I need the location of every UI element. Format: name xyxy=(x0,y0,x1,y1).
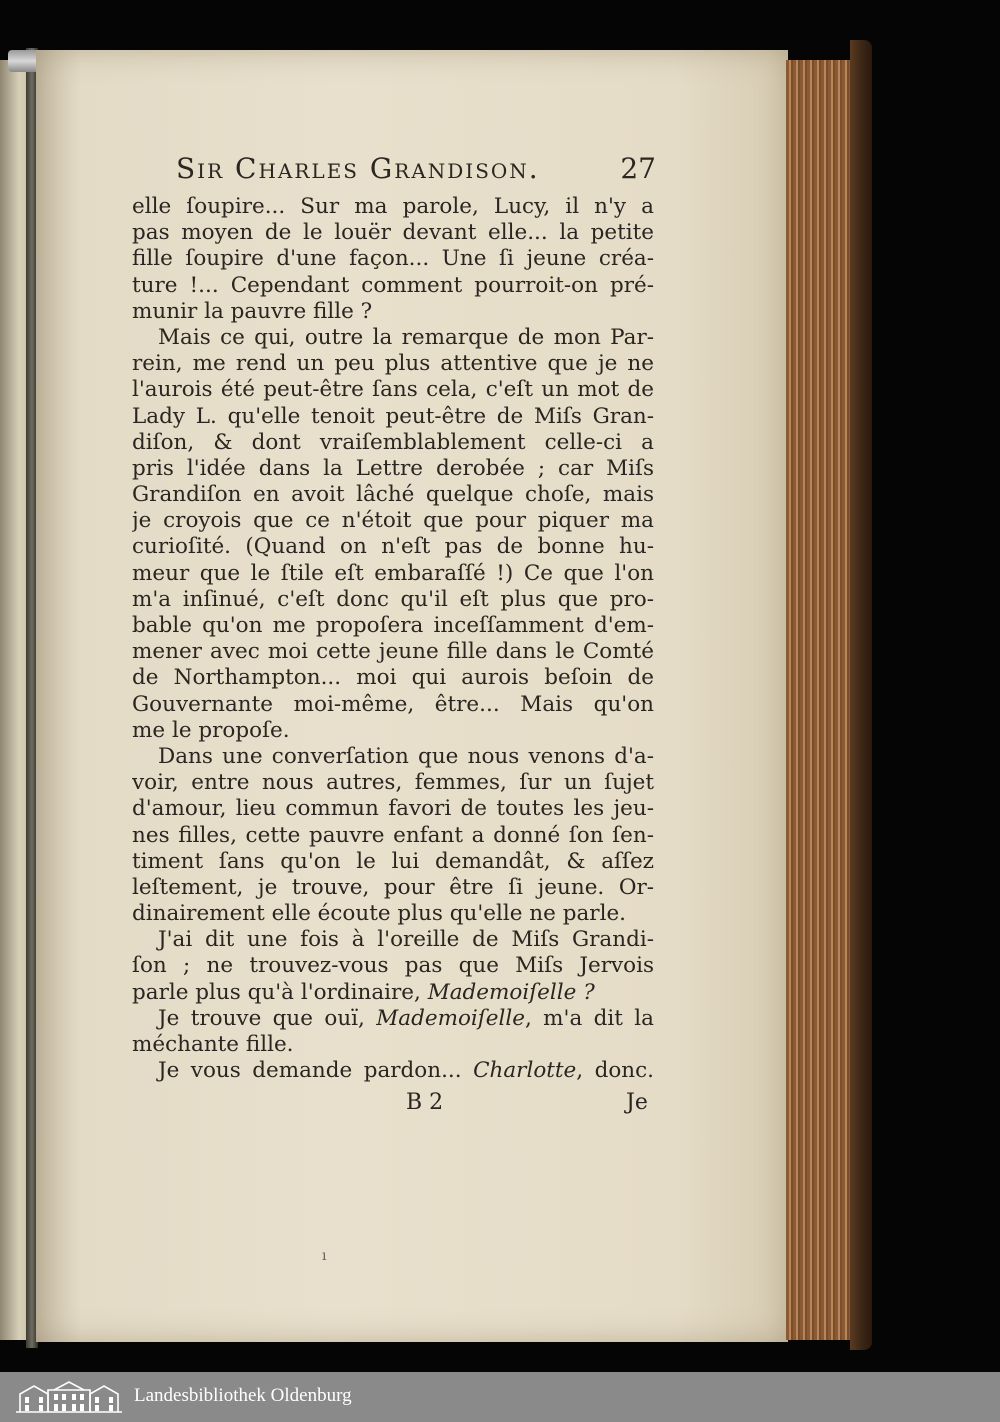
text-line xyxy=(132,770,654,796)
text-line xyxy=(132,534,654,560)
text-segment: elle ſoupire... Sur ma parole, Lucy, il n'y a xyxy=(132,194,654,219)
text-segment: dinairement elle écoute plus qu'elle ne parle. xyxy=(132,901,627,927)
italic-segment: Charlotte xyxy=(473,1058,577,1084)
text-segment: méchante fille. xyxy=(132,1032,294,1057)
text-segment: , m'a dit la xyxy=(524,1005,654,1031)
footer-bar xyxy=(0,1372,1000,1422)
text-segment: mener avec moi cette jeune fille dans le Comté xyxy=(132,639,654,665)
text-segment: J'ai dit une fois à l'oreille de Miſs Grandi- xyxy=(158,927,654,953)
text-line xyxy=(132,796,654,822)
text-segment: l'aurois été peut-être ſans cela, c'eſt un mot de xyxy=(132,377,654,403)
text-segment: pris l'idée dans la Lettre derobée ; car Miſs xyxy=(132,455,654,481)
text-segment: d'amour, lieu commun favori de toutes les jeu- xyxy=(132,796,654,822)
text-segment: Lady L. qu'elle tenoit peut-être de Miſs Gran- xyxy=(132,403,654,429)
text-line xyxy=(132,639,654,665)
catchword: Je xyxy=(626,1090,648,1115)
text-line xyxy=(132,273,654,299)
text-line xyxy=(132,1006,654,1032)
page-number: 27 xyxy=(620,152,656,185)
text-line xyxy=(132,1032,654,1058)
text-segment: timent ſans qu'on le lui demandât, & aſſez xyxy=(132,848,654,874)
text-line xyxy=(132,980,654,1006)
text-line xyxy=(132,404,654,430)
text-line xyxy=(132,220,654,246)
text-line xyxy=(132,482,654,508)
text-segment: me le propoſe. xyxy=(132,717,290,743)
body-text xyxy=(132,194,654,1084)
text-segment: nes filles, cette pauvre enfant a donné ſon ſen- xyxy=(132,822,654,848)
text-segment: ture !... Cependant comment pourroit-on pré- xyxy=(132,272,654,298)
text-segment: fille ſoupire d'une façon... Une ſi jeune créa- xyxy=(132,246,654,272)
text-line xyxy=(132,325,654,351)
text-line xyxy=(132,1058,654,1084)
text-segment: munir la pauvre fille ? xyxy=(132,298,373,324)
running-header xyxy=(176,152,656,192)
text-segment: Gouvernante moi-même, être... Mais qu'on xyxy=(132,691,654,717)
text-line xyxy=(132,430,654,456)
text-segment: de Northampton... moi qui aurois beſoin de xyxy=(132,665,654,691)
text-segment: Je trouve que ouï, xyxy=(158,1005,377,1031)
text-line xyxy=(132,718,654,744)
text-line xyxy=(132,849,654,875)
text-segment: curioſité. (Quand on n'eſt pas de bonne hu- xyxy=(132,534,654,560)
text-line xyxy=(132,744,654,770)
text-segment: pas moyen de le louër devant elle... la petite xyxy=(132,220,654,246)
text-line xyxy=(132,875,654,901)
text-line xyxy=(132,561,654,587)
text-segment: Je vous demande pardon... xyxy=(158,1058,474,1084)
text-segment: Mais ce qui, outre la remarque de mon Par- xyxy=(158,324,654,350)
text-line xyxy=(132,351,654,377)
text-line xyxy=(132,299,654,325)
text-line xyxy=(132,508,654,534)
text-segment: je croyois que ce n'étoit que pour piquer ma xyxy=(132,508,654,534)
text-line xyxy=(132,953,654,979)
text-line xyxy=(132,823,654,849)
text-line xyxy=(132,901,654,927)
stray-mark: ı xyxy=(322,1248,327,1264)
italic-segment: Mademoiſelle ? xyxy=(427,979,595,1005)
text-segment: meur que le ſtile eſt embaraſſé !) Ce que l'on xyxy=(132,560,654,586)
library-name: Landesbibliothek Oldenburg xyxy=(134,1385,352,1406)
text-line xyxy=(132,194,654,220)
book-cover xyxy=(850,40,872,1350)
library-building-icon xyxy=(14,1380,124,1414)
text-line xyxy=(132,692,654,718)
text-segment: parle plus qu'à l'ordinaire, xyxy=(132,979,428,1005)
text-line xyxy=(132,456,654,482)
text-segment: , donc. xyxy=(576,1058,654,1084)
text-line xyxy=(132,613,654,639)
text-line xyxy=(132,377,654,403)
text-line xyxy=(132,927,654,953)
italic-segment: Mademoiſelle xyxy=(376,1005,525,1031)
signature-mark: B 2 xyxy=(406,1090,444,1115)
text-segment: bable qu'on me propoſera inceſſamment d'em- xyxy=(132,613,654,638)
text-line xyxy=(132,587,654,613)
text-segment: rein, me rend un peu plus attentive que je ne xyxy=(132,351,654,377)
text-segment: Grandiſon en avoit lâché quelque choſe, mais xyxy=(132,482,654,508)
text-segment: ſon ; ne trouvez-vous pas que Miſs Jervois xyxy=(132,953,654,979)
text-line xyxy=(132,665,654,691)
text-segment: leſtement, je trouve, pour être ſi jeune. Or- xyxy=(132,874,654,900)
page-block-edge xyxy=(786,60,852,1340)
running-title: Sir Charles Grandison. xyxy=(176,152,540,185)
text-segment: m'a inſinué, c'eſt donc qu'il eſt plus que pro- xyxy=(132,586,654,612)
text-segment: Dans une converſation que nous venons d'a- xyxy=(158,743,654,769)
text-line xyxy=(132,246,654,272)
text-segment: diſon, & dont vraiſemblablement celle-ci a xyxy=(132,429,654,455)
text-segment: voir, entre nous autres, femmes, ſur un ſujet xyxy=(132,770,654,796)
